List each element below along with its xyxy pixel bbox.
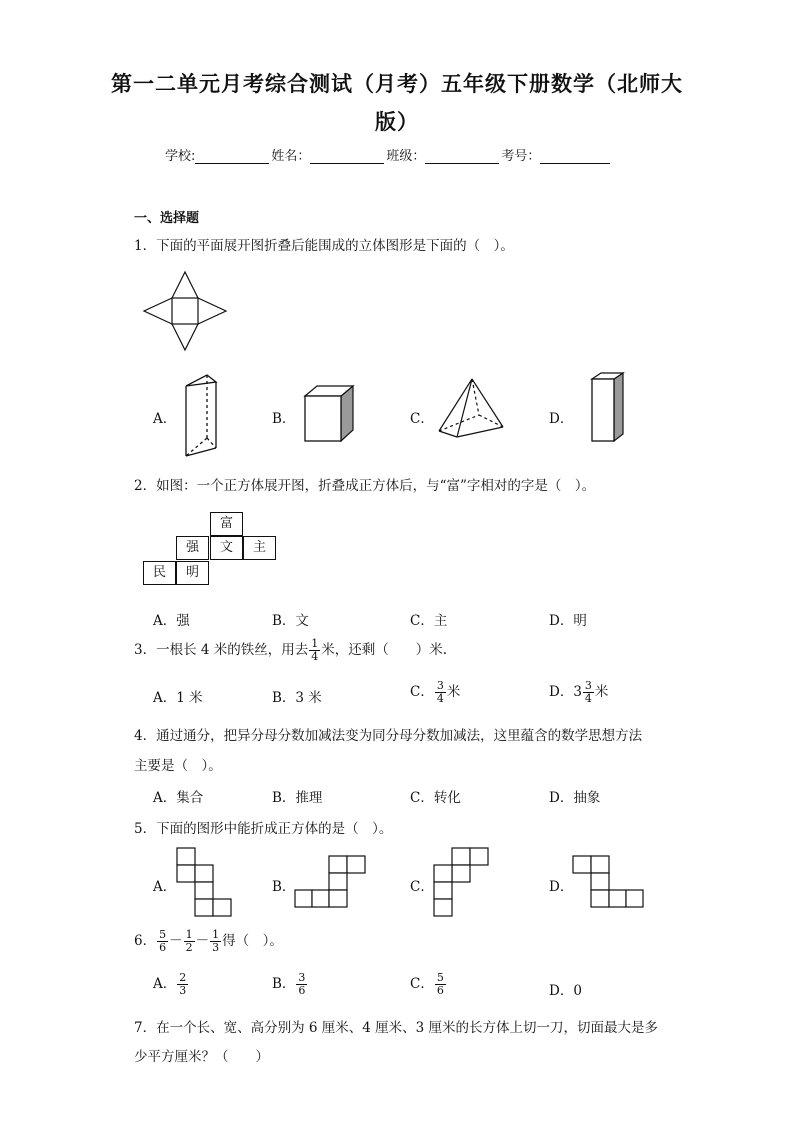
q5-option-b-net-figure [294,855,366,909]
exam-no-label: 考号： [501,149,541,164]
q6-minus-2: － [195,933,210,949]
q3-option-d-label: D．3 [549,684,582,700]
q6-option-b[interactable] [272,972,308,997]
page-title [100,66,694,140]
exam-no-blank[interactable] [540,149,610,164]
q6-f1-numerator: 5 [159,928,167,941]
q4-option-a[interactable]: A．集合 [153,790,204,806]
q5-option-c-label[interactable]: C． [410,879,434,895]
school-label: 学校: [165,149,196,164]
q6-option-b-denominator: 6 [298,984,306,997]
q6-option-b-label: B． [272,976,296,992]
q6-fraction-3 [210,929,221,954]
q6-option-c-denominator: 6 [436,984,444,997]
q2-stem: 2．如图：一个正方体展开图，折叠成正方体后，与“富”字相对的字是（ ）。 [134,478,596,494]
q6-fraction-2 [184,929,195,954]
q6-option-c-label: C． [410,976,434,992]
q1-net-figure [140,270,230,354]
q3-stem [134,638,447,663]
q1-option-b-cube-icon [303,384,355,442]
title-line-2: 版） [375,110,419,134]
q3-option-c[interactable] [410,680,460,705]
q3-fraction [309,638,320,663]
q3-frac-denominator: 4 [311,650,319,663]
q1-option-b-label[interactable]: B． [272,411,296,427]
q3-option-c-denominator: 4 [436,692,444,705]
q3-option-d[interactable] [549,680,608,705]
net-cell-fu: 富 [210,512,243,536]
q7-stem-line-1: 7．在一个长、宽、高分别为 6 厘米、4 厘米、3 厘米的长方体上切一刀，切面最大是多 [134,1020,659,1036]
q4-option-c[interactable]: C．转化 [410,790,461,806]
q5-stem: 5．下面的图形中能折成正方体的是（ ）。 [134,821,393,837]
q6-option-a-fraction [177,972,188,997]
net-cell-min: 民 [143,561,176,585]
q4-option-b[interactable]: B．推理 [272,790,323,806]
q3-option-b[interactable]: B．3 米 [272,690,322,706]
q4-stem-line-2: 主要是（ ）。 [134,758,222,774]
q3-option-d-unit: 米 [594,684,609,700]
q1-option-c-label[interactable]: C． [410,411,434,427]
q5-option-c-net-figure [433,847,489,919]
q6-option-c-fraction [435,972,446,997]
name-label: 姓名： [271,149,311,164]
q1-option-d-cuboid-icon [590,371,628,443]
q3-option-a[interactable]: A．1 米 [153,690,203,706]
net-cell-ming: 明 [176,561,209,585]
q3-stem-part-2: 米，还剩（ ）米. [321,642,448,658]
q3-frac-numerator: 1 [311,637,319,650]
q1-stem: 1．下面的平面展开图折叠后能围成的立体图形是下面的（ ）。 [134,238,514,254]
student-info-line [165,145,612,164]
q1-option-c-pyramid-icon [437,377,507,439]
q6-stem [134,929,283,954]
q2-option-b[interactable]: B．文 [272,613,309,629]
q6-f2-denominator: 2 [185,941,193,954]
q6-option-b-numerator: 3 [298,971,306,984]
q6-fraction-1 [157,929,168,954]
q6-f1-denominator: 6 [159,941,167,954]
q6-prefix: 6． [134,933,157,949]
q6-suffix: 得（ ）。 [222,933,283,949]
q6-option-a[interactable] [153,972,189,997]
q1-option-a-label[interactable]: A． [153,411,177,427]
q6-option-a-denominator: 3 [179,984,187,997]
q6-f3-denominator: 3 [212,941,220,954]
q3-option-c-numerator: 3 [436,679,444,692]
section-title: 一、选择题 [134,211,200,226]
q1-option-d-label[interactable]: D． [549,411,574,427]
q6-option-b-fraction [296,972,307,997]
q5-option-a-net-figure [176,847,232,919]
q1-option-a-prism-icon [183,372,223,458]
q5-option-a-label[interactable]: A． [153,879,177,895]
q6-minus-1: － [169,933,183,949]
q4-option-d[interactable]: D．抽象 [549,790,601,806]
q6-option-c[interactable] [410,972,447,997]
q2-option-c[interactable]: C．主 [410,613,448,629]
q5-option-d-label[interactable]: D． [549,879,574,895]
q2-option-d[interactable]: D．明 [549,613,587,629]
q3-stem-part-1: 3．一根长 4 米的铁丝，用去 [134,642,309,658]
q3-option-d-fraction [583,680,594,705]
title-line-1: 第一二单元月考综合测试（月考）五年级下册数学（北师大 [111,72,683,96]
q3-option-c-unit: 米 [446,684,461,700]
class-blank[interactable] [425,149,499,164]
q7-stem-line-2: 少平方厘米？（ ） [134,1049,269,1065]
name-blank[interactable] [310,149,384,164]
q3-option-d-denominator: 4 [584,692,592,705]
q3-option-c-label: C． [410,684,434,700]
net-cell-wen: 文 [210,536,243,560]
q6-option-a-numerator: 2 [179,971,187,984]
school-blank[interactable] [195,149,269,164]
q6-f3-numerator: 1 [212,928,220,941]
q4-stem-line-1: 4．通过通分，把异分母分数加减法变为同分母分数加减法，这里蕴含的数学思想方法 [134,728,643,744]
q6-option-d[interactable]: D．0 [549,983,582,999]
q2-option-a[interactable]: A．强 [153,613,190,629]
q6-option-c-numerator: 5 [436,971,444,984]
q6-option-a-label: A． [153,976,177,992]
net-cell-zhu: 主 [243,536,276,560]
q5-option-d-net-figure [572,855,644,909]
class-label: 班级： [386,149,426,164]
net-cell-qiang: 强 [176,536,209,560]
q3-option-d-numerator: 3 [584,679,592,692]
q6-f2-numerator: 1 [185,928,193,941]
q5-option-b-label[interactable]: B． [272,879,296,895]
q3-option-c-fraction [435,680,446,705]
